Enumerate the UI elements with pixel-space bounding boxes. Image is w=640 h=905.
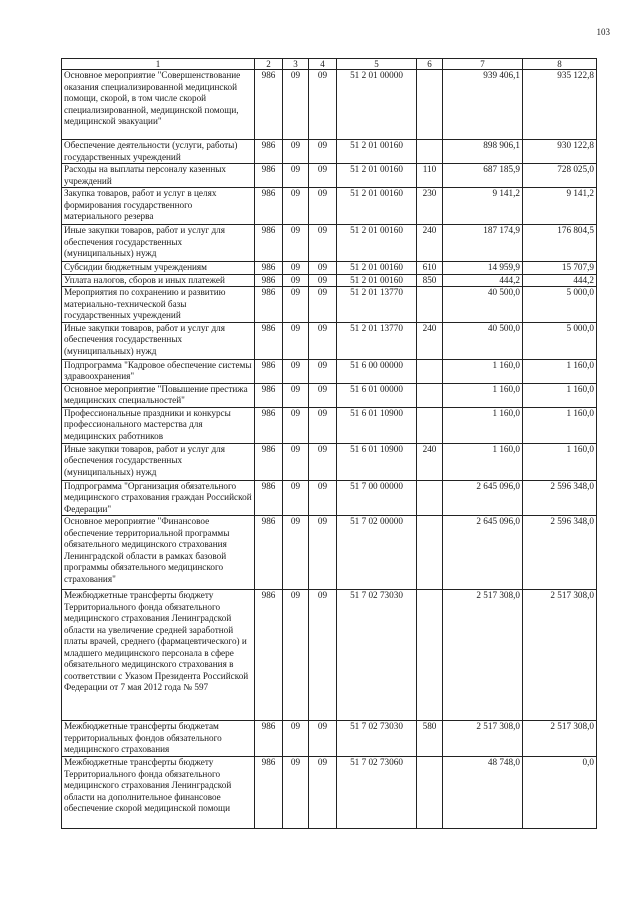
section-cell: 09 xyxy=(283,322,309,359)
grbs-cell: 986 xyxy=(255,757,283,829)
row-name-cell: Межбюджетные трансферты бюджету Территориального фонда обязательного медицинского страхования Ленинградской области на дополнительное финансовое обеспечение скорой медицинской помощи xyxy=(62,757,255,829)
table-row xyxy=(62,140,597,164)
grbs-cell: 986 xyxy=(255,225,283,262)
row-name-cell: Мероприятия по сохранению и развитию материально-технической базы государственных учреждений xyxy=(62,287,255,323)
target-article-cell: 51 6 01 10900 xyxy=(337,443,417,480)
subsection-cell: 09 xyxy=(309,287,337,323)
target-article-cell: 51 2 01 00160 xyxy=(337,225,417,262)
table-row xyxy=(62,757,597,829)
grbs-cell: 986 xyxy=(255,322,283,359)
target-article-cell: 51 2 01 00160 xyxy=(337,140,417,164)
amount-1-cell: 2 645 096,0 xyxy=(443,480,523,516)
subsection-cell: 09 xyxy=(309,188,337,225)
amount-2-cell: 9 141,2 xyxy=(523,188,597,225)
amount-1-cell: 1 160,0 xyxy=(443,383,523,407)
row-name-cell: Подпрограмма "Кадровое обеспечение системы здравоохранения" xyxy=(62,359,255,383)
amount-2-cell: 1 160,0 xyxy=(523,407,597,443)
amount-2-cell: 5 000,0 xyxy=(523,287,597,323)
grbs-cell: 986 xyxy=(255,516,283,590)
subsection-cell: 09 xyxy=(309,407,337,443)
table-row xyxy=(62,70,597,140)
subsection-cell: 09 xyxy=(309,164,337,188)
grbs-cell: 986 xyxy=(255,274,283,287)
subsection-cell: 09 xyxy=(309,225,337,262)
row-name-cell: Подпрограмма "Организация обязательного медицинского страхования граждан Российской Федерации" xyxy=(62,480,255,516)
subsection-cell: 09 xyxy=(309,443,337,480)
grbs-cell: 986 xyxy=(255,480,283,516)
amount-1-cell: 2 645 096,0 xyxy=(443,516,523,590)
table-row xyxy=(62,322,597,359)
page-number: 103 xyxy=(596,27,610,37)
section-cell: 09 xyxy=(283,262,309,275)
table-row xyxy=(62,225,597,262)
expense-type-cell xyxy=(417,383,443,407)
section-cell: 09 xyxy=(283,225,309,262)
section-cell: 09 xyxy=(283,480,309,516)
table-row xyxy=(62,359,597,383)
column-header: 3 xyxy=(283,59,309,70)
expense-type-cell: 110 xyxy=(417,164,443,188)
target-article-cell: 51 2 01 00000 xyxy=(337,70,417,140)
row-name-cell: Иные закупки товаров, работ и услуг для обеспечения государственных (муниципальных) нужд xyxy=(62,225,255,262)
amount-1-cell: 2 517 308,0 xyxy=(443,721,523,757)
section-cell: 09 xyxy=(283,443,309,480)
column-header: 4 xyxy=(309,59,337,70)
section-cell: 09 xyxy=(283,70,309,140)
column-header: 6 xyxy=(417,59,443,70)
amount-2-cell: 15 707,9 xyxy=(523,262,597,275)
amount-2-cell: 176 804,5 xyxy=(523,225,597,262)
amount-2-cell: 728 025,0 xyxy=(523,164,597,188)
row-name-cell: Расходы на выплаты персоналу казенных учреждений xyxy=(62,164,255,188)
section-cell: 09 xyxy=(283,383,309,407)
expense-type-cell xyxy=(417,516,443,590)
amount-1-cell: 48 748,0 xyxy=(443,757,523,829)
table-row xyxy=(62,721,597,757)
table-row xyxy=(62,590,597,721)
subsection-cell: 09 xyxy=(309,262,337,275)
target-article-cell: 51 2 01 00160 xyxy=(337,164,417,188)
column-header: 2 xyxy=(255,59,283,70)
expense-type-cell xyxy=(417,480,443,516)
amount-2-cell: 1 160,0 xyxy=(523,359,597,383)
grbs-cell: 986 xyxy=(255,359,283,383)
target-article-cell: 51 2 01 00160 xyxy=(337,274,417,287)
amount-1-cell: 898 906,1 xyxy=(443,140,523,164)
amount-1-cell: 40 500,0 xyxy=(443,322,523,359)
column-header: 5 xyxy=(337,59,417,70)
row-name-cell: Основное мероприятие "Финансовое обеспечение территориальной программы обязательного медицинского страхования Ленинградской области в рамках базовой программы обязательного медицинского страхования" xyxy=(62,516,255,590)
row-name-cell: Уплата налогов, сборов и иных платежей xyxy=(62,274,255,287)
target-article-cell: 51 7 02 00000 xyxy=(337,516,417,590)
amount-2-cell: 2 596 348,0 xyxy=(523,516,597,590)
subsection-cell: 09 xyxy=(309,590,337,721)
amount-1-cell: 2 517 308,0 xyxy=(443,590,523,721)
grbs-cell: 986 xyxy=(255,407,283,443)
section-cell: 09 xyxy=(283,287,309,323)
amount-2-cell: 935 122,8 xyxy=(523,70,597,140)
subsection-cell: 09 xyxy=(309,359,337,383)
expense-type-cell: 580 xyxy=(417,721,443,757)
target-article-cell: 51 6 01 10900 xyxy=(337,407,417,443)
amount-1-cell: 187 174,9 xyxy=(443,225,523,262)
grbs-cell: 986 xyxy=(255,70,283,140)
expense-type-cell xyxy=(417,407,443,443)
grbs-cell: 986 xyxy=(255,188,283,225)
amount-1-cell: 9 141,2 xyxy=(443,188,523,225)
section-cell: 09 xyxy=(283,164,309,188)
expense-type-cell xyxy=(417,757,443,829)
grbs-cell: 986 xyxy=(255,164,283,188)
column-header: 8 xyxy=(523,59,597,70)
target-article-cell: 51 7 02 73030 xyxy=(337,721,417,757)
section-cell: 09 xyxy=(283,407,309,443)
row-name-cell: Основное мероприятие "Повышение престижа медицинских специальностей" xyxy=(62,383,255,407)
target-article-cell: 51 7 00 00000 xyxy=(337,480,417,516)
subsection-cell: 09 xyxy=(309,516,337,590)
table-row xyxy=(62,516,597,590)
amount-2-cell: 930 122,8 xyxy=(523,140,597,164)
subsection-cell: 09 xyxy=(309,322,337,359)
table-row xyxy=(62,443,597,480)
header-row xyxy=(62,59,597,70)
section-cell: 09 xyxy=(283,590,309,721)
grbs-cell: 986 xyxy=(255,721,283,757)
table-row xyxy=(62,407,597,443)
amount-1-cell: 1 160,0 xyxy=(443,443,523,480)
target-article-cell: 51 2 01 13770 xyxy=(337,287,417,323)
amount-2-cell: 444,2 xyxy=(523,274,597,287)
table-row xyxy=(62,262,597,275)
expense-type-cell xyxy=(417,70,443,140)
target-article-cell: 51 6 01 00000 xyxy=(337,383,417,407)
amount-2-cell: 2 517 308,0 xyxy=(523,590,597,721)
subsection-cell: 09 xyxy=(309,70,337,140)
row-name-cell: Иные закупки товаров, работ и услуг для обеспечения государственных (муниципальных) нужд xyxy=(62,322,255,359)
target-article-cell: 51 2 01 00160 xyxy=(337,262,417,275)
table-body xyxy=(62,70,597,829)
expense-type-cell: 240 xyxy=(417,225,443,262)
section-cell: 09 xyxy=(283,274,309,287)
amount-2-cell: 2 596 348,0 xyxy=(523,480,597,516)
table-row xyxy=(62,274,597,287)
section-cell: 09 xyxy=(283,516,309,590)
amount-1-cell: 1 160,0 xyxy=(443,407,523,443)
expense-type-cell: 610 xyxy=(417,262,443,275)
column-header: 1 xyxy=(62,59,255,70)
expense-type-cell xyxy=(417,359,443,383)
amount-1-cell: 40 500,0 xyxy=(443,287,523,323)
subsection-cell: 09 xyxy=(309,274,337,287)
row-name-cell: Основное мероприятие "Совершенствование оказания специализированной медицинской помощи, скорой, в том числе скорой специализированной, медицинской помощи, медицинской эвакуации" xyxy=(62,70,255,140)
section-cell: 09 xyxy=(283,721,309,757)
section-cell: 09 xyxy=(283,757,309,829)
amount-1-cell: 687 185,9 xyxy=(443,164,523,188)
budget-table xyxy=(61,58,597,829)
amount-2-cell: 5 000,0 xyxy=(523,322,597,359)
expense-type-cell xyxy=(417,590,443,721)
amount-1-cell: 939 406,1 xyxy=(443,70,523,140)
grbs-cell: 986 xyxy=(255,383,283,407)
row-name-cell: Обеспечение деятельности (услуги, работы) государственных учреждений xyxy=(62,140,255,164)
row-name-cell: Иные закупки товаров, работ и услуг для обеспечения государственных (муниципальных) нужд xyxy=(62,443,255,480)
grbs-cell: 986 xyxy=(255,443,283,480)
subsection-cell: 09 xyxy=(309,757,337,829)
target-article-cell: 51 2 01 00160 xyxy=(337,188,417,225)
table-row xyxy=(62,480,597,516)
grbs-cell: 986 xyxy=(255,590,283,721)
section-cell: 09 xyxy=(283,188,309,225)
amount-2-cell: 1 160,0 xyxy=(523,443,597,480)
row-name-cell: Межбюджетные трансферты бюджетам территориальных фондов обязательного медицинского страхования xyxy=(62,721,255,757)
expense-type-cell: 240 xyxy=(417,322,443,359)
table-row xyxy=(62,287,597,323)
amount-2-cell: 0,0 xyxy=(523,757,597,829)
grbs-cell: 986 xyxy=(255,262,283,275)
section-cell: 09 xyxy=(283,359,309,383)
expense-type-cell: 240 xyxy=(417,443,443,480)
expense-type-cell xyxy=(417,287,443,323)
amount-1-cell: 1 160,0 xyxy=(443,359,523,383)
amount-2-cell: 2 517 308,0 xyxy=(523,721,597,757)
amount-1-cell: 444,2 xyxy=(443,274,523,287)
expense-type-cell: 230 xyxy=(417,188,443,225)
row-name-cell: Субсидии бюджетным учреждениям xyxy=(62,262,255,275)
table-row xyxy=(62,164,597,188)
column-header: 7 xyxy=(443,59,523,70)
amount-2-cell: 1 160,0 xyxy=(523,383,597,407)
subsection-cell: 09 xyxy=(309,721,337,757)
target-article-cell: 51 2 01 13770 xyxy=(337,322,417,359)
section-cell: 09 xyxy=(283,140,309,164)
target-article-cell: 51 6 00 00000 xyxy=(337,359,417,383)
expense-type-cell xyxy=(417,140,443,164)
target-article-cell: 51 7 02 73060 xyxy=(337,757,417,829)
amount-1-cell: 14 959,9 xyxy=(443,262,523,275)
grbs-cell: 986 xyxy=(255,140,283,164)
row-name-cell: Закупка товаров, работ и услуг в целях формирования государственного материального резерва xyxy=(62,188,255,225)
row-name-cell: Профессиональные праздники и конкурсы профессионального мастерства для медицинских работников xyxy=(62,407,255,443)
subsection-cell: 09 xyxy=(309,383,337,407)
grbs-cell: 986 xyxy=(255,287,283,323)
row-name-cell: Межбюджетные трансферты бюджету Территориального фонда обязательного медицинского страхования Ленинградской области на увеличение средней заработной платы врачей, среднего (фармацевтического) и младшего медицинского персонала в сфере обязательного медицинского страхования в соответствии с Указом Президента Российской Федерации от 7 мая 2012 года № 597 xyxy=(62,590,255,721)
expense-type-cell: 850 xyxy=(417,274,443,287)
target-article-cell: 51 7 02 73030 xyxy=(337,590,417,721)
table-row xyxy=(62,383,597,407)
subsection-cell: 09 xyxy=(309,140,337,164)
table-row xyxy=(62,188,597,225)
subsection-cell: 09 xyxy=(309,480,337,516)
